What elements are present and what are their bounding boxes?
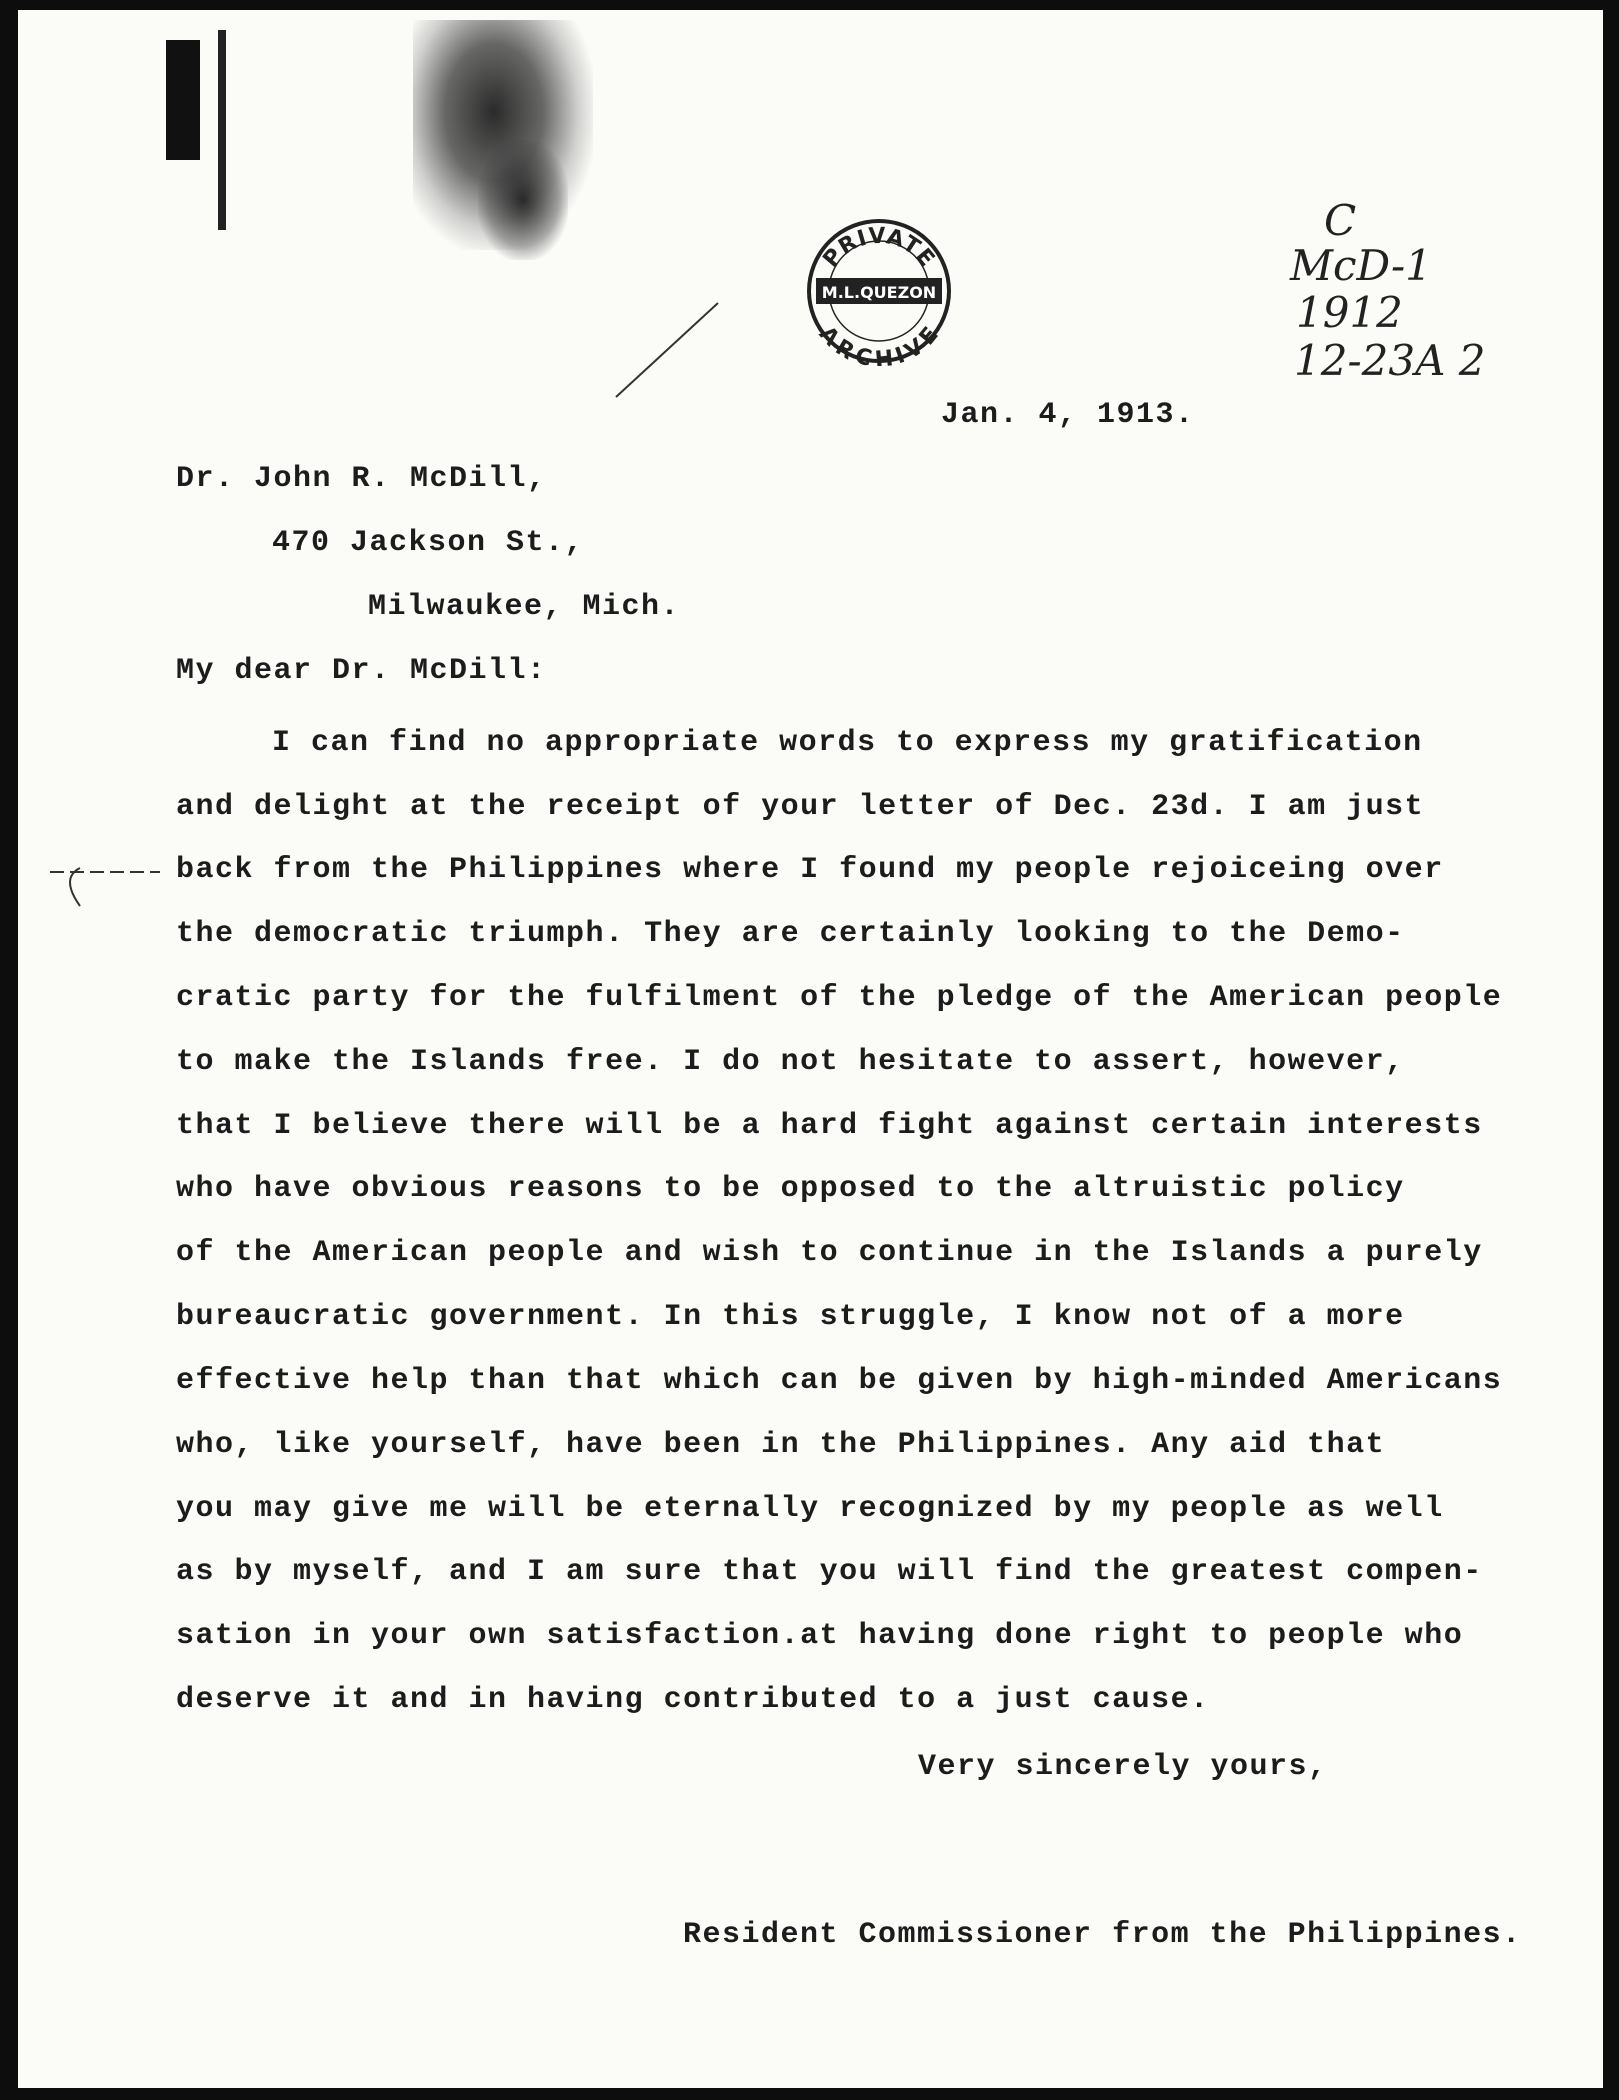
annotation-line-3: 1912 [1296, 288, 1403, 337]
body-line: I can find no appropriate words to express my gratification [272, 726, 1423, 760]
letter-page [18, 10, 1603, 2088]
body-line: bureaucratic government. In this struggle, I know not of a more [176, 1300, 1405, 1334]
annotation-line-2: McD-1 [1290, 241, 1432, 290]
margin-bracket [40, 858, 180, 918]
signature-title: Resident Commissioner from the Philippines. [683, 1918, 1522, 1952]
closing: Very sincerely yours, [918, 1750, 1328, 1784]
stamp-top-text: PRIVATE [818, 223, 940, 273]
salutation: My dear Dr. McDill: [176, 654, 547, 688]
addressee-name: Dr. John R. McDill, [176, 462, 547, 496]
body-line: who have obvious reasons to be opposed to the altruistic policy [176, 1172, 1405, 1206]
body-line: that I believe there will be a hard fight against certain interests [176, 1109, 1483, 1143]
scan-artifact [218, 30, 226, 230]
stamp-bottom-text: ARCHIVE [813, 321, 945, 366]
body-line: and delight at the receipt of your letter of Dec. 23d. I am just [176, 790, 1425, 824]
body-line: who, like yourself, have been in the Philippines. Any aid that [176, 1428, 1386, 1462]
pencil-mark [608, 295, 728, 405]
body-line: back from the Philippines where I found my people rejoiceing over [176, 853, 1444, 887]
body-line: to make the Islands free. I do not hesitate to assert, however, [176, 1045, 1405, 1079]
body-line: sation in your own satisfaction.at having done right to people who [176, 1619, 1464, 1653]
body-line: the democratic triumph. They are certainly looking to the Demo- [176, 917, 1405, 951]
body-line: of the American people and wish to continue in the Islands a purely [176, 1236, 1483, 1270]
annotation-line-1: C [1324, 196, 1357, 245]
letter-date: Jan. 4, 1913. [941, 398, 1195, 432]
addressee-street: 470 Jackson St., [272, 526, 585, 560]
ink-smudge [478, 140, 568, 260]
svg-text:PRIVATE [818, 224, 939, 273]
addressee-city: Milwaukee, Mich. [368, 590, 681, 624]
archive-stamp [804, 216, 954, 366]
scan-artifact [166, 40, 200, 160]
body-line: deserve it and in having contributed to a just cause. [176, 1683, 1210, 1717]
stamp-center-text: M.L.QUEZON [821, 283, 937, 302]
body-line: cratic party for the fulfilment of the pledge of the American people [176, 981, 1503, 1015]
body-line: as by myself, and I am sure that you will find the greatest compen- [176, 1555, 1483, 1589]
body-line: you may give me will be eternally recognized by my people as well [176, 1492, 1444, 1526]
body-line: effective help than that which can be given by high-minded Americans [176, 1364, 1503, 1398]
annotation-line-4: 12-23A 2 [1294, 336, 1486, 385]
